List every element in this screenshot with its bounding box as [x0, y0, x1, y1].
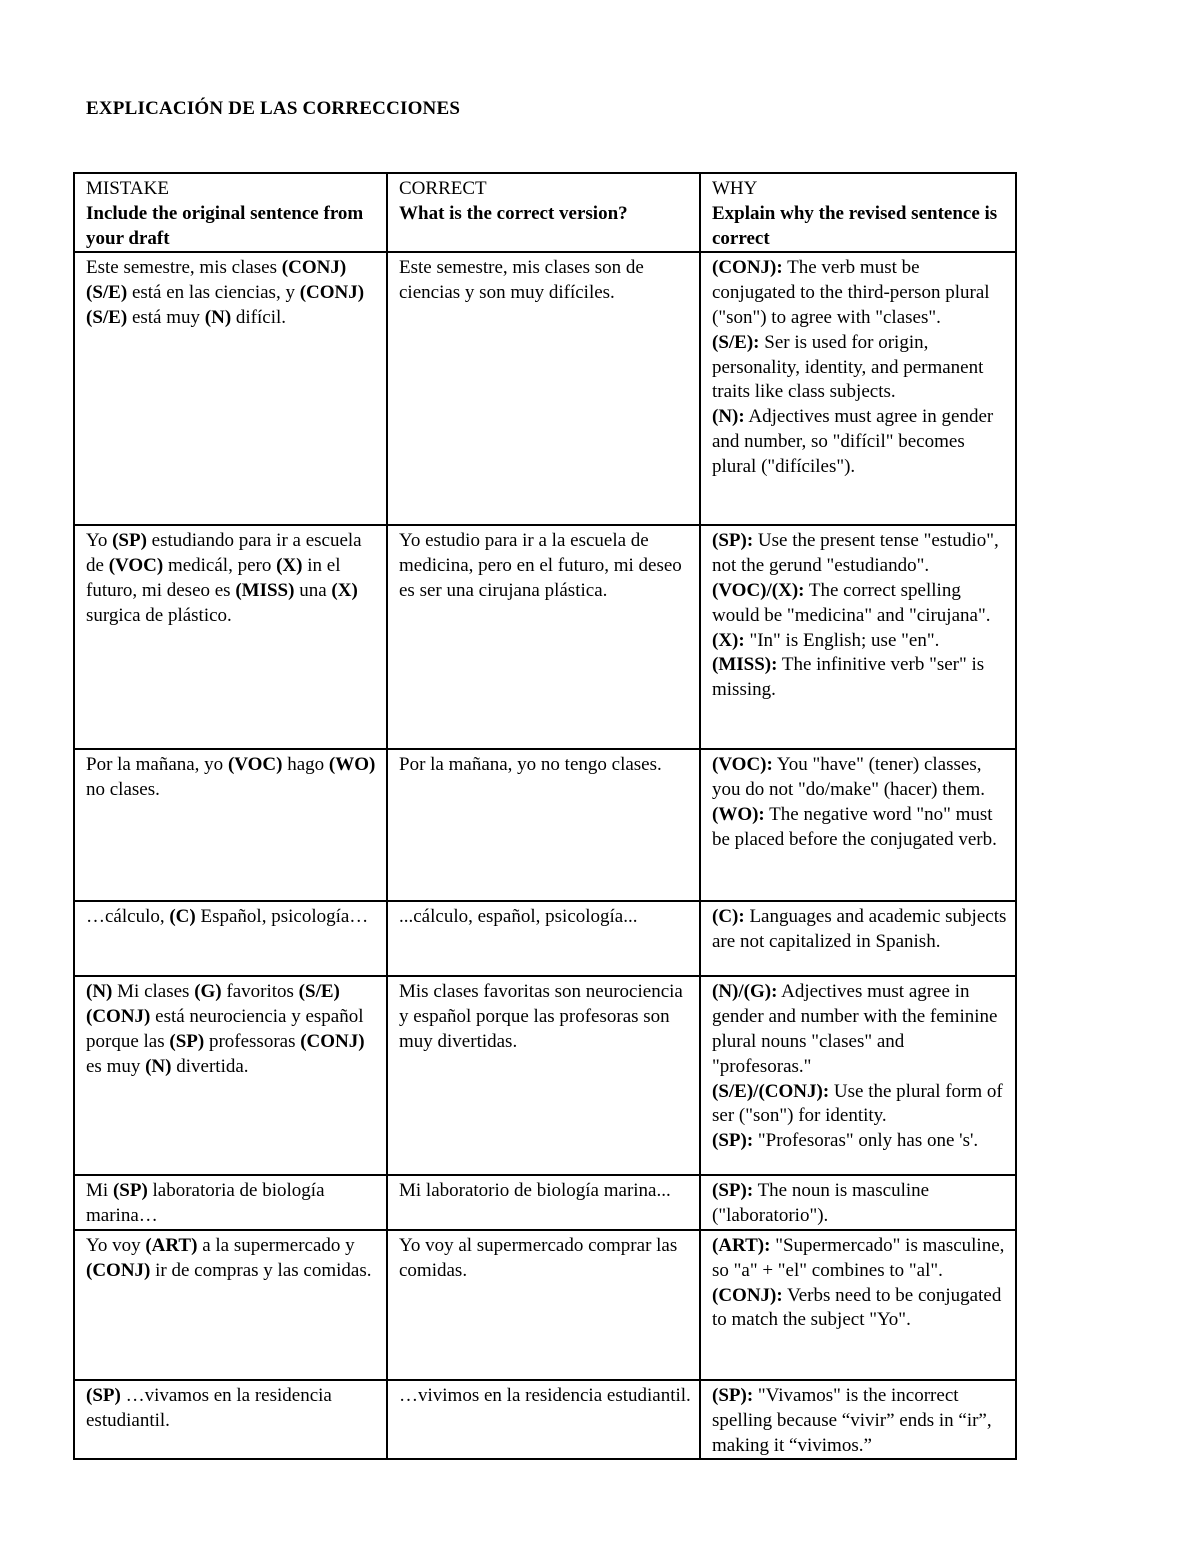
why-explanation [712, 405, 1007, 479]
error-code: (VOC): [712, 754, 773, 776]
error-code: (ART) [145, 1234, 198, 1256]
error-code: (S/E)/(CONJ): [712, 1080, 830, 1102]
table-row [74, 901, 1016, 976]
why-explanation [712, 980, 1007, 1079]
error-code: (MISS): [712, 654, 778, 676]
correct-cell [387, 749, 700, 901]
table-row [74, 1380, 1016, 1459]
text-run: ...cálculo, español, psicología... [399, 906, 638, 928]
why-cell [700, 1175, 1016, 1230]
header-subtitle: What is the correct version? [399, 202, 628, 224]
header-subtitle: Explain why the revised sentence is correct [712, 202, 998, 249]
text-run: Mis clases favoritas son neurociencia y español porque las profesoras son muy divertidas. [399, 981, 683, 1052]
text-run: The noun is masculine ("laboratorio"). [712, 1180, 930, 1227]
header-title: MISTAKE [86, 178, 169, 199]
table-body [74, 252, 1016, 1459]
mistake-cell [74, 1175, 387, 1230]
error-code: (N) [145, 1055, 172, 1077]
text-run: …vivamos en la residencia estudiantil. [86, 1384, 332, 1431]
correct-cell [387, 1380, 700, 1459]
text-run: está en las ciencias, y [127, 282, 300, 304]
error-code: (G) [194, 981, 222, 1003]
why-explanation [712, 753, 1007, 803]
header-why [700, 173, 1016, 252]
text-run: Yo voy al supermercado comprar las comidas. [399, 1234, 678, 1281]
why-explanation [712, 1234, 1007, 1284]
text-run: "Profesoras" only has one 's'. [753, 1130, 979, 1152]
text-run: Este semestre, mis clases son de ciencias y son muy difíciles. [399, 257, 644, 304]
text-run: Adjectives must agree in gender and number with the feminine plural nouns "clases" and "profesoras." [712, 981, 998, 1077]
corrections-table [73, 172, 1017, 1460]
page-title: EXPLICACIÓN DE LAS CORRECCIONES [86, 98, 461, 119]
error-code: (CONJ) [86, 1006, 151, 1028]
text-run: ir de compras y las comidas. [150, 1259, 372, 1281]
table-row [74, 525, 1016, 749]
error-code: (SP) [86, 1384, 121, 1406]
text-run: surgica de plástico. [86, 604, 232, 626]
error-code: (CONJ) [281, 257, 347, 279]
text-run: "Vivamos" is the incorrect spelling because “vivir” ends in “ir”, making it “vivimos.” [712, 1384, 992, 1456]
error-code: (SP) [112, 1180, 148, 1202]
why-cell [700, 1230, 1016, 1380]
error-code: (N): [712, 406, 745, 428]
why-cell [700, 252, 1016, 525]
text-run: Languages and academic subjects are not capitalized in Spanish. [712, 906, 1007, 953]
text-run: a la supermercado y [197, 1234, 355, 1256]
mistake-cell [74, 252, 387, 525]
text-run: Mi [86, 1180, 113, 1202]
error-code: (WO): [712, 803, 765, 825]
error-code: (S/E) [86, 282, 128, 304]
text-run: Yo [86, 530, 113, 552]
why-cell [700, 749, 1016, 901]
error-code: (N) [86, 981, 113, 1003]
text-run: hago [282, 754, 329, 776]
error-code: (SP) [112, 530, 147, 552]
error-code: (CONJ) [300, 1030, 365, 1052]
why-explanation [712, 1384, 1007, 1458]
why-explanation [712, 579, 1007, 629]
error-code: (SP): [712, 1384, 754, 1406]
text-run: The infinitive verb "ser" is missing. [712, 654, 985, 701]
error-code: (CONJ): [712, 257, 783, 279]
header-correct [387, 173, 700, 252]
why-cell [700, 525, 1016, 749]
error-code: (S/E) [298, 981, 340, 1003]
error-code: (CONJ) [86, 1259, 151, 1281]
why-explanation [712, 1284, 1007, 1334]
error-code: (N)/(G): [712, 981, 778, 1003]
error-code: (WO) [328, 754, 376, 776]
text-run: está muy [127, 306, 205, 328]
table-row [74, 1230, 1016, 1380]
error-code: (C): [712, 906, 745, 928]
text-run: favoritos [221, 981, 299, 1003]
correct-cell [387, 1175, 700, 1230]
error-code: (C) [169, 906, 196, 928]
text-run: no clases. [86, 779, 160, 801]
error-code: (SP): [712, 530, 754, 552]
table-row [74, 1175, 1016, 1230]
mistake-cell [74, 1230, 387, 1380]
text-run: The correct spelling would be "medicina" and "cirujana". [712, 579, 991, 626]
text-run: difícil. [231, 306, 287, 328]
error-code: (VOC)/(X): [712, 579, 805, 601]
why-explanation [712, 529, 1007, 579]
text-run: "Supermercado" is masculine, so "a" + "el" combines to "al". [712, 1234, 1005, 1281]
text-run: Use the plural form of ser ("son") for identity. [712, 1080, 1003, 1127]
why-explanation [712, 256, 1007, 330]
why-explanation [712, 905, 1007, 955]
why-cell [700, 1380, 1016, 1459]
why-explanation [712, 653, 1007, 703]
header-subtitle: Include the original sentence from your draft [86, 202, 364, 249]
mistake-cell [74, 525, 387, 749]
text-run: Este semestre, mis clases [86, 257, 282, 279]
text-run: estudiando para ir a escuela de [86, 530, 362, 577]
error-code: (ART): [712, 1234, 771, 1256]
text-run: …cálculo, [86, 906, 170, 928]
text-run: Español, psicología… [195, 906, 369, 928]
error-code: (S/E): [712, 331, 760, 353]
error-code: (SP): [712, 1180, 754, 1202]
table-row [74, 976, 1016, 1175]
error-code: (VOC) [227, 754, 283, 776]
text-run: laboratoria de biología marina… [86, 1180, 325, 1227]
error-code: (X) [331, 579, 358, 601]
correct-cell [387, 1230, 700, 1380]
why-cell [700, 901, 1016, 976]
text-run: You "have" (tener) classes, you do not "do/make" (hacer) them. [712, 754, 985, 801]
correct-cell [387, 252, 700, 525]
text-run: The negative word "no" must be placed before the conjugated verb. [712, 803, 997, 850]
error-code: (MISS) [235, 579, 295, 601]
mistake-cell [74, 901, 387, 976]
correct-cell [387, 525, 700, 749]
header-title: WHY [712, 178, 758, 199]
text-run: está neurociencia y español porque las [86, 1006, 364, 1052]
why-cell [700, 976, 1016, 1175]
error-code: (N) [204, 306, 232, 328]
table-row [74, 252, 1016, 525]
header-title: CORRECT [399, 178, 487, 199]
text-run: es muy [86, 1055, 146, 1077]
error-code: (X): [712, 629, 745, 651]
text-run: Ser is used for origin, personality, identity, and permanent traits like class subjects. [712, 331, 984, 403]
text-run: The verb must be conjugated to the third-person plural ("son") to agree with "clases". [712, 257, 990, 328]
why-explanation [712, 629, 1007, 654]
text-run: Verbs need to be conjugated to match the subject "Yo". [712, 1284, 1002, 1331]
text-run: Por la mañana, yo [86, 754, 228, 776]
mistake-cell [74, 749, 387, 901]
text-run: Mi laboratorio de biología marina... [399, 1180, 671, 1202]
text-run: medicál, pero [163, 555, 277, 577]
why-explanation [712, 331, 1007, 405]
error-code: (SP): [712, 1130, 754, 1152]
text-run: Yo voy [86, 1234, 146, 1256]
why-explanation [712, 1129, 1007, 1154]
text-run: Use the present tense "estudio", not the gerund "estudiando". [712, 530, 999, 577]
header-mistake [74, 173, 387, 252]
text-run: in el futuro, mi deseo es [86, 555, 341, 601]
error-code: (VOC) [108, 555, 164, 577]
header-row [74, 173, 1016, 252]
text-run: …vivimos en la residencia estudiantil. [399, 1384, 691, 1406]
text-run: Mi clases [112, 981, 195, 1003]
error-code: (CONJ): [712, 1284, 783, 1306]
why-explanation [712, 1080, 1007, 1130]
correct-cell [387, 901, 700, 976]
text-run: una [294, 579, 332, 601]
error-code: (X) [276, 555, 303, 577]
why-explanation [712, 1179, 1007, 1229]
error-code: (CONJ)(S/E) [86, 282, 365, 328]
text-run: Yo estudio para ir a la escuela de medicina, pero en el futuro, mi deseo es ser una cirujana plástica. [399, 530, 682, 601]
why-explanation [712, 803, 1007, 853]
mistake-cell [74, 1380, 387, 1459]
error-code: (SP) [169, 1030, 205, 1052]
correct-cell [387, 976, 700, 1175]
text-run: Adjectives must agree in gender and number, so "difícil" becomes plural ("difíciles"). [712, 406, 994, 477]
text-run: professoras [204, 1030, 301, 1052]
text-run: "In" is English; use "en". [744, 629, 940, 651]
table-row [74, 749, 1016, 901]
text-run: Por la mañana, yo no tengo clases. [399, 754, 662, 776]
mistake-cell [74, 976, 387, 1175]
text-run: divertida. [171, 1055, 249, 1077]
